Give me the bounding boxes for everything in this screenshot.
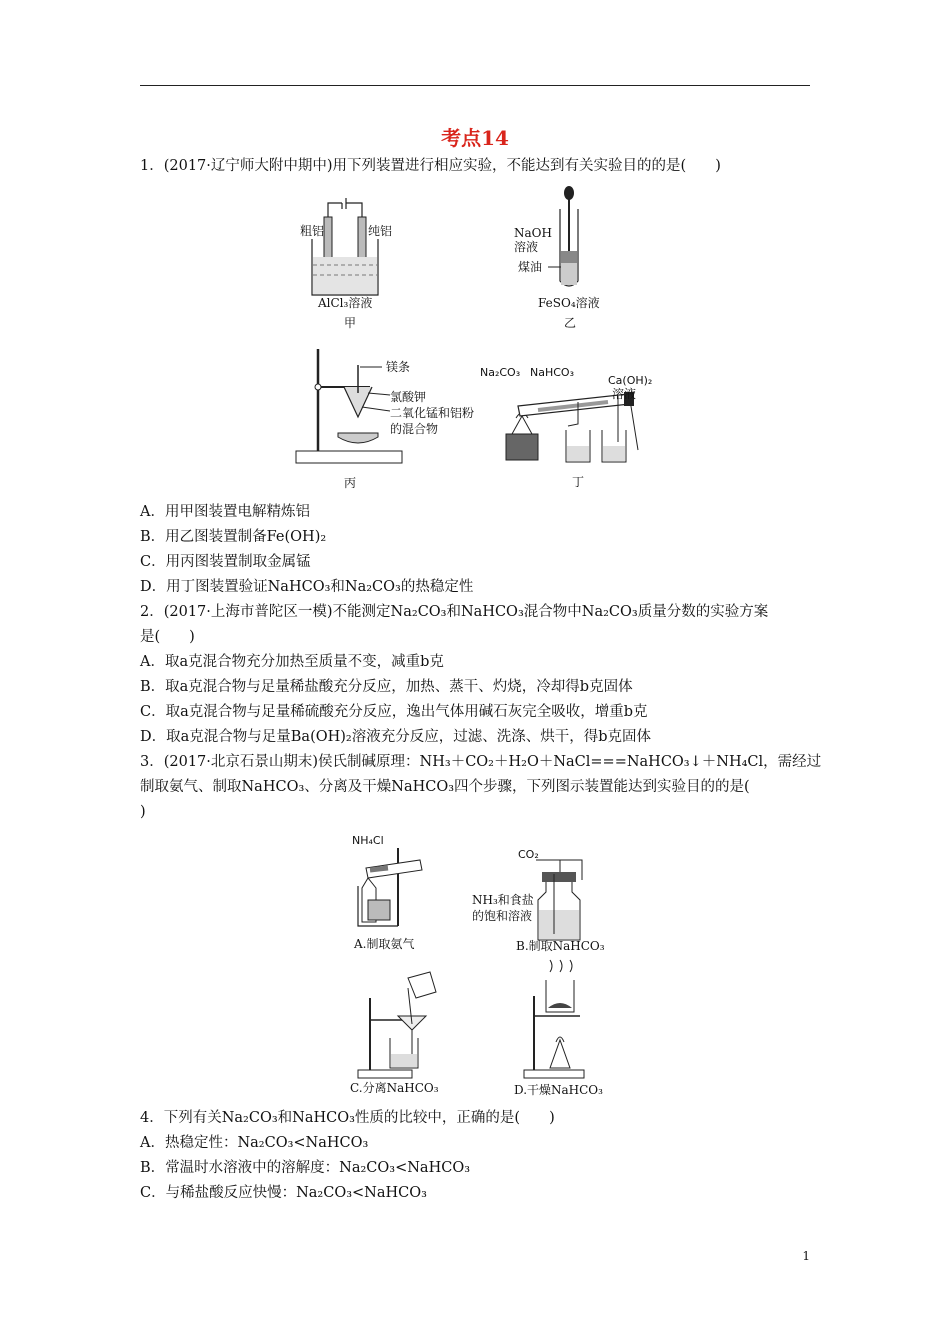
q2-stem-line-1: 2．(2017·上海市普陀区一模)不能测定Na₂CO₃和NaHCO₃混合物中Na₂CO₃质量分数的实验方案 [140,604,769,620]
ding-caption: 丁 [572,475,585,489]
q1-stem: 1．(2017·辽宁师大附中期中)用下列装置进行相应实验，不能达到有关实验目的的是( ) [140,158,721,174]
yi-solution-label: FeSO₄溶液 [538,296,600,310]
a-caption: A.制取氨气 [354,937,415,951]
q1-option-c: C．用丙图装置制取金属锰 [140,554,311,570]
ding-caoh-label-1: Ca(OH)₂ [608,374,653,387]
b-caption: B.制取NaHCO₃ [516,939,605,953]
b-solution-label-1: NH₃和食盐 [472,893,534,907]
yi-naoh-label-2: 溶液 [514,240,539,254]
yi-naoh-label-1: NaOH [514,226,552,240]
bing-kclo3-label: 氯酸钾 [390,390,427,404]
yi-caption: 乙 [564,316,577,330]
figure-bing-thermite [290,345,490,490]
q3-stem-line-1: 3．(2017·北京石景山期末)侯氏制碱原理：NH₃＋CO₂＋H₂O＋NaCl===NaHCO₃↓＋NH₄Cl，需经过 [140,754,822,770]
q2-option-d: D．取a克混合物与足量Ba(OH)₂溶液充分反应，过滤、洗涤、烘干，得b克固体 [140,729,652,745]
jia-right-label: 纯铝 [368,224,393,238]
figure-yi-test-tube [512,185,622,335]
figure-ding-thermal-stability [478,362,668,490]
page-number: 1 [802,1249,810,1263]
q4-stem: 4．下列有关Na₂CO₃和NaHCO₃性质的比较中，正确的是( ) [140,1110,555,1126]
header-rule [140,85,810,86]
ding-na2co3-label: Na₂CO₃ [480,366,521,379]
figure-a-ammonia [330,828,460,956]
q2-stem-line-2: 是( ) [140,629,195,645]
ding-caoh-label-2: 溶液 [612,387,637,401]
q1-option-d: D．用丁图装置验证NaHCO₃和Na₂CO₃的热稳定性 [140,579,474,595]
yi-oil-label: 煤油 [518,260,543,274]
bing-mg-label: 镁条 [386,360,411,374]
jia-solution-label: AlCl₃溶液 [318,296,373,310]
q4-option-a: A．热稳定性：Na₂CO₃<NaHCO₃ [140,1135,369,1151]
figure-d-drying [510,960,620,1100]
q2-option-a: A．取a克混合物充分加热至质量不变，减重b克 [140,654,444,670]
q2-option-c: C．取a克混合物与足量稀硫酸充分反应，逸出气体用碱石灰完全吸收，增重b克 [140,704,648,720]
q3-stem-line-3: ) [140,804,146,820]
q3-stem-line-2: 制取氨气、制取NaHCO₃、分离及干燥NaHCO₃四个步骤，下列图示装置能达到实验目的的是( [140,779,750,795]
b-co2-label: CO₂ [518,848,539,861]
q4-option-c: C．与稀盐酸反应快慢：Na₂CO₃<NaHCO₃ [140,1185,427,1201]
jia-caption: 甲 [344,316,357,330]
bing-mix-label-2: 的混合物 [390,422,439,436]
ding-nahco3-label: NaHCO₃ [530,366,574,379]
bing-mix-label-1: 二氧化锰和铝粉 [390,406,475,420]
q1-option-b: B．用乙图装置制备Fe(OH)₂ [140,529,327,545]
figure-jia-electrolysis [300,195,410,335]
q1-option-a: A．用甲图装置电解精炼铝 [140,504,310,520]
jia-left-label: 粗铝 [300,224,325,238]
figure-c-filtration [350,968,460,1100]
a-nh4cl-label: NH₄Cl [352,834,384,847]
bing-caption: 丙 [344,476,357,490]
q4-option-b: B．常温时水溶液中的溶解度：Na₂CO₃<NaHCO₃ [140,1160,471,1176]
b-solution-label-2: 的饱和溶液 [472,909,533,923]
q2-option-b: B．取a克混合物与足量稀盐酸充分反应，加热、蒸干、灼烧，冷却得b克固体 [140,679,633,695]
figure-b-nahco3 [470,844,610,956]
c-caption: C.分离NaHCO₃ [350,1081,439,1095]
page-title: 考点14 [441,126,509,150]
d-caption: D.干燥NaHCO₃ [514,1083,603,1097]
